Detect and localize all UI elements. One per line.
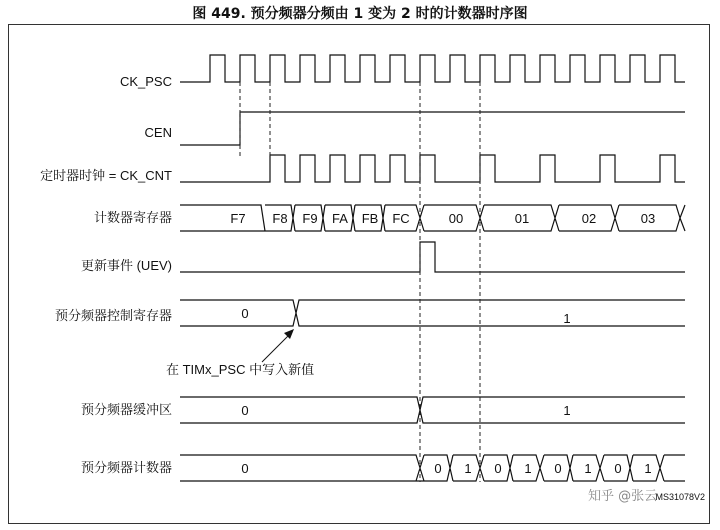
prescaler-counter-value: 0: [614, 461, 622, 476]
ck-psc-waveform: [180, 55, 685, 82]
prescaler-buffer-label: 预分频器缓冲区: [80, 402, 172, 417]
prescaler-counter-value: 1: [464, 461, 472, 476]
figure-id: MS31078V2: [655, 492, 705, 502]
annotation-text: 在 TIMx_PSC 中写入新值: [166, 362, 315, 377]
prescaler-control-bus: [180, 300, 685, 326]
prescaler-counter-value: 1: [584, 461, 592, 476]
cen-label: CEN: [144, 125, 172, 140]
prescaler-counter-value: 0: [241, 461, 249, 476]
figure-title: 图 449. 预分频器分频由 1 变为 2 时的计数器时序图: [192, 6, 528, 22]
prescaler-counter-bus: [180, 455, 685, 481]
uev-waveform: [180, 242, 685, 272]
counter-register-bus: [180, 205, 685, 231]
prescaler-buffer-bus: [180, 397, 685, 423]
ck-cnt-waveform: [180, 155, 685, 182]
timer-clock-label: 定时器时钟 = CK_CNT: [40, 168, 172, 183]
counter-value: FC: [392, 211, 410, 226]
counter-register-label: 计数器寄存器: [93, 210, 172, 225]
annotation-arrowhead: [284, 329, 294, 339]
prescaler-buffer-value: 1: [563, 403, 571, 418]
prescaler-counter-value: 1: [524, 461, 532, 476]
counter-value: 02: [581, 211, 597, 226]
prescaler-buffer-value: 0: [241, 403, 249, 418]
update-event-label: 更新事件 (UEV): [80, 258, 172, 273]
counter-value: F7: [230, 211, 246, 226]
counter-value: 01: [514, 211, 530, 226]
prescaler-counter-value: 0: [494, 461, 502, 476]
counter-value: FB: [361, 211, 379, 226]
prescaler-control-value: 0: [241, 306, 249, 321]
counter-value: FA: [332, 211, 348, 226]
prescaler-counter-value: 0: [434, 461, 442, 476]
prescaler-control-label: 预分频器控制寄存器: [54, 308, 172, 323]
prescaler-counter-label: 预分频器计数器: [80, 460, 172, 475]
counter-value: 03: [640, 211, 656, 226]
watermark: 知乎 @张云: [588, 489, 658, 504]
counter-value: 00: [448, 211, 464, 226]
counter-value: F9: [302, 211, 318, 226]
prescaler-counter-value: 1: [644, 461, 652, 476]
prescaler-counter-value: 0: [554, 461, 562, 476]
prescaler-control-value: 1: [563, 311, 571, 326]
cen-waveform: [180, 112, 685, 145]
counter-value: F8: [272, 211, 288, 226]
ck-psc-label: CK_PSC: [119, 74, 172, 89]
